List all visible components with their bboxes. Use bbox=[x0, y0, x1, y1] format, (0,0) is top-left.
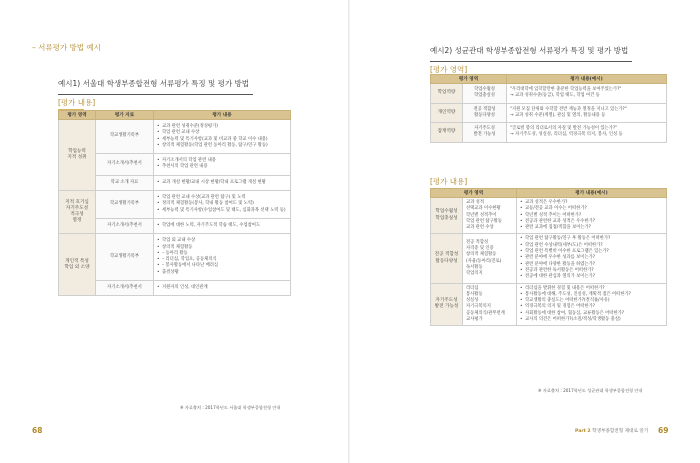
cell-line: 활동다양성 bbox=[474, 112, 495, 118]
sub-area-cell: 교과 성적 선택교과 이수현황 학년별 성적추이 학업 관련 탐구활동 교과 관련 수상 bbox=[463, 198, 517, 234]
bullet-item: • 학업 관련 수상내역(세부/도)은 어떠한가? bbox=[520, 243, 663, 249]
table-source: ※ 자료출처 : 2017학년도 서울대 학생부종합전형 안내 bbox=[180, 405, 281, 410]
area-cell: 개인적 특성 학업 외 소양 bbox=[59, 234, 96, 296]
sub-area-cell bbox=[463, 84, 507, 104]
content-cell bbox=[507, 103, 667, 123]
area-cell: 전공 적합성 활동다양성 bbox=[431, 234, 463, 283]
sub-area-cell: 전공 적합성 자격증 및 인증 창의적 체험활동 (자율/동아리/진로) 독서활동 학업의지 bbox=[463, 234, 517, 283]
example2-tag-content: [평가 내용] bbox=[430, 177, 468, 186]
skku-content-table bbox=[430, 188, 667, 326]
bullet-item: • 관련 교과에 집접/적합을 보이는가? bbox=[520, 225, 663, 231]
example2-tag-area: [평가 영역] bbox=[430, 65, 468, 74]
sub-area-cell bbox=[463, 123, 507, 143]
bullet-item: • 출결상황 bbox=[157, 270, 287, 276]
bullet-item: • 관련 분야에 다양한 활동을 하였는가? bbox=[520, 262, 663, 268]
content-cell bbox=[154, 281, 291, 296]
cell-line: → 교과 성취 수준(계열), 관심 및 열의, 활동내용 등 bbox=[510, 112, 606, 118]
bullet-list bbox=[157, 195, 287, 214]
bullet-item: • 역경극복의 의지 및 경험은 어떠한가? bbox=[520, 304, 663, 310]
table-row bbox=[431, 84, 667, 104]
bullet-item: • 정의적 체험활동(봉사, 학내 활동 참여도 및 노력) bbox=[157, 201, 287, 207]
snu-eval-table bbox=[58, 110, 291, 296]
bullet-item: • 교과 성적은 우수한가? bbox=[520, 200, 663, 206]
content-cell bbox=[154, 234, 291, 281]
table-row bbox=[431, 103, 667, 123]
bullet-item: • 교등/전공 교과 이수는 어떠한가? bbox=[520, 206, 663, 212]
bullet-item: • 리더십을 발휘한 경험 및 내용은 어떠한가? bbox=[520, 286, 663, 292]
example2-title: 예시2) 성균관대 학생부종합전형 서류평가 특징 및 평가 방법 bbox=[430, 46, 629, 55]
skku-area-table bbox=[430, 74, 667, 143]
table-row bbox=[59, 234, 291, 281]
header-area: 평가 영역 bbox=[59, 111, 96, 120]
bullet-item: • 창의적 체험활동 bbox=[157, 245, 287, 251]
bullet-item: • 전공과 관련한 교과 성적은 우수한가? bbox=[520, 219, 663, 225]
table-row bbox=[59, 120, 291, 154]
cell-line: "글로벌 향의 리더로서의 자질 및 발전 가능성이 있는가?" bbox=[510, 126, 618, 132]
content-cell bbox=[517, 234, 667, 283]
header-source: 평가 자료 bbox=[96, 111, 154, 120]
bullet-item: • 전공에 대한 관심과 열의가 보이는가? bbox=[520, 274, 663, 280]
example1-tag: [평가 내용] bbox=[58, 98, 96, 107]
source-cell: 자기소개서/추천서 bbox=[96, 218, 154, 233]
header-content: 평가 내용(예시) bbox=[507, 75, 667, 84]
area-cell: 학업수월성 학업충실성 bbox=[431, 198, 463, 234]
content-cell bbox=[517, 198, 667, 234]
sub-area-cell: 리더십 봉사활동 성실성 자기극복의지 공동체의식/관무련계 교사평가 bbox=[463, 283, 517, 326]
content-cell bbox=[507, 84, 667, 104]
content-cell bbox=[154, 175, 291, 190]
area-cell: 학업능력 지적 성취 bbox=[59, 120, 96, 191]
bullet-item: • 자기소개서의 학업 관련 내용 bbox=[157, 158, 287, 164]
bullet-item: • 관련 분야에 우수한 성과를 보이는가? bbox=[520, 255, 663, 261]
content-cell bbox=[154, 218, 291, 233]
area-cell: 학업역량 bbox=[431, 84, 463, 104]
bullet-list bbox=[157, 124, 287, 149]
content-cell bbox=[507, 123, 667, 143]
page-number-left: 68 bbox=[32, 426, 43, 435]
running-header bbox=[575, 428, 648, 434]
source-cell: 학교생활기록부 bbox=[96, 120, 154, 154]
content-cell bbox=[154, 154, 291, 176]
header-content: 평가 내용 bbox=[154, 111, 291, 120]
bullet-item: • 교사의 의견은 어떠한가?(소질/적성/학생활동 충실) bbox=[520, 317, 663, 323]
page-number-right: 69 bbox=[658, 426, 669, 435]
bullet-item: • 봉사활동에 대해, 주도성, 진실성, 계획적 점은 어떠한가? bbox=[520, 292, 663, 298]
source-cell: 학교생활기록부 bbox=[96, 234, 154, 281]
header-content: 평가 내용(예시) bbox=[517, 189, 667, 198]
bullet-list bbox=[520, 286, 663, 324]
table-source: ※ 자료출처 : 2017학년도 성균관대 학생부종합전형 안내 bbox=[538, 388, 643, 393]
bullet-item: • – 리더십, 학업요, 공동체의식 bbox=[157, 257, 287, 263]
table-row bbox=[431, 283, 667, 326]
content-cell bbox=[517, 283, 667, 326]
bullet-item: • 학업 관련 탐구활동/연구 후 활동은 어떠한가? bbox=[520, 236, 663, 242]
bullet-item: • – 봉사활동에서 나타난 배려심 bbox=[157, 263, 287, 269]
sub-area-cell bbox=[463, 103, 507, 123]
bullet-item: • 교과 개설 현황/교내 시상 현황/학내 프로그램 개설 현황 bbox=[157, 180, 287, 186]
bullet-item: • 지원자의 인성, 대인관계 bbox=[157, 285, 287, 291]
bullet-item: • 전공과 관련한 독서활동은 어떠한가? bbox=[520, 268, 663, 274]
source-cell: 학교생활기록부 bbox=[96, 191, 154, 219]
source-cell: 자기소개서/추천서 bbox=[96, 281, 154, 296]
bullet-list bbox=[520, 236, 663, 280]
bullet-item: • 학업 관련 교내 수상 bbox=[157, 130, 287, 136]
bullet-item: • – 동아리 활동 bbox=[157, 251, 287, 257]
bullet-list bbox=[157, 180, 287, 186]
bullet-item: • 학교생활의 충실도는 어떠한가?(결석률/사유) bbox=[520, 298, 663, 304]
bullet-item: • 학년별 성적 추이는 어떠한가? bbox=[520, 213, 663, 219]
cell-line: 전공 적합성 bbox=[473, 106, 496, 112]
bullet-list bbox=[157, 158, 287, 171]
bullet-item: • 세부능력 및 특기사항(교과 및 비교과 중 학교 이수 내용) bbox=[157, 137, 287, 143]
example1-title: 예시1) 서울대 학생부종합전형 서류평가 특징 및 평가 방법 bbox=[58, 79, 250, 88]
bullet-item: • 추천서의 학업 관련 내용 bbox=[157, 164, 287, 170]
bullet-item: • 세부능력 및 특기사항(수업참여도 및 태도, 심화과목 선택 노력 등) bbox=[157, 208, 287, 214]
cell-line: 학업수월성 bbox=[474, 87, 495, 92]
table-row bbox=[431, 198, 667, 234]
source-cell: 자기소개서/추천서 bbox=[96, 154, 154, 176]
area-cell: 잠재역량 bbox=[431, 123, 463, 143]
cell-line: → 자기주도성, 성실성, 리더십, 역경극복 의지, 봉사, 인성 등 bbox=[510, 132, 623, 138]
cell-line: 자기주도성 bbox=[474, 126, 495, 132]
bullet-item: • 교과 관련 성취수준(정성평가) bbox=[157, 124, 287, 130]
right-page bbox=[350, 0, 700, 463]
source-cell: 학교 소개 자료 bbox=[96, 175, 154, 190]
header-area: 평가 영역 bbox=[431, 189, 517, 198]
area-cell: 지적 호기심 자기주도성 적극성 열정 bbox=[59, 191, 96, 234]
bullet-list bbox=[157, 285, 287, 291]
cell-line: "우리대학에 입학할만한 충분한 학업능력을 보여주었는가?" bbox=[510, 87, 622, 92]
table-row bbox=[59, 191, 291, 219]
bullet-item: • 사회활동에 대한 참여, 협동심, 교류활동은 어떠한가? bbox=[520, 311, 663, 317]
table-row bbox=[431, 234, 667, 283]
running-title: 학생부종합전형 제대로 알기 bbox=[592, 429, 649, 434]
cell-line: 발전 가능성 bbox=[473, 132, 496, 138]
section-title: – 서류평가 방법 예시 bbox=[32, 43, 101, 52]
bullet-item: • 학업 외 교내 수상 bbox=[157, 238, 287, 244]
table-row bbox=[431, 123, 667, 143]
bullet-list bbox=[157, 238, 287, 276]
bullet-list bbox=[520, 200, 663, 231]
header-area: 평가 영역 bbox=[431, 75, 507, 84]
running-part: Part 2 bbox=[575, 429, 591, 434]
cell-line: → 교과 성취수준(등급), 학업 태도, 학업 여건 등 bbox=[510, 93, 600, 99]
content-cell bbox=[154, 120, 291, 154]
bullet-item: • 학업에 대한 노력, 자기주도적 학습 태도, 수업참여도 bbox=[157, 223, 287, 229]
area-cell: 자기주도성 발전 가능성 bbox=[431, 283, 463, 326]
bullet-item: • 학업 관련 특별히 이수한 프로그램은 있는가? bbox=[520, 249, 663, 255]
bullet-item: • 학업 관련 교내 수상(교과 관련 탐구) 및 노력 bbox=[157, 195, 287, 201]
bullet-item: • 창의적 체험활동(학업 관련 동아리 활동, 탐구/연구 활동) bbox=[157, 143, 287, 149]
cell-line: 학업충실성 bbox=[474, 93, 495, 99]
cell-line: "지원 모집 단위와 수학할 전반 재능과 열정을 지니고 있는가?" bbox=[510, 106, 627, 112]
area-cell: 개인역량 bbox=[431, 103, 463, 123]
bullet-list bbox=[157, 223, 287, 229]
content-cell bbox=[154, 191, 291, 219]
